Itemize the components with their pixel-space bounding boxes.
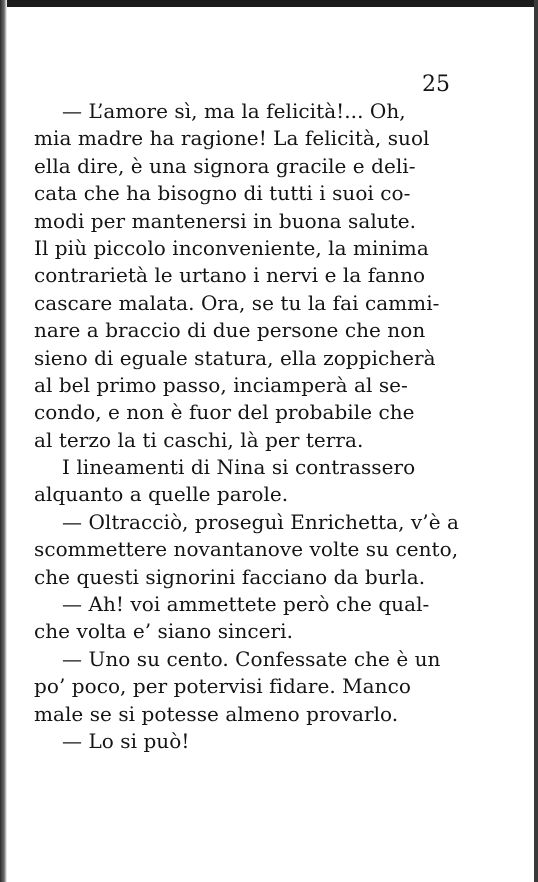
text-line: po’ poco, per potervisi fidare. Manco [34, 674, 411, 699]
text-line: modi per mantenersi in buona salute. [34, 208, 417, 233]
text-line: — Oltracciò, proseguì Enrichetta, v’è a [62, 509, 459, 534]
text-line: alquanto a quelle parole. [34, 482, 289, 507]
text-line: mia madre ha ragione! La felicità, suol [34, 126, 430, 151]
text-line: nare a braccio di due persone che non [34, 318, 426, 343]
text-line: che questi signorini facciano da burla. [34, 564, 426, 589]
text-line: ella dire, è una signora gracile e deli- [34, 153, 416, 178]
text-line: condo, e non è fuor del probabile che [34, 400, 415, 425]
text-line: male se si potesse almeno provarlo. [34, 701, 399, 726]
text-line: — L’amore sì, ma la felicità!... Oh, [62, 99, 406, 123]
page-number: 25 [422, 72, 450, 97]
text-line: che volta e’ siano sinceri. [34, 619, 293, 644]
page-left-edge [0, 0, 7, 882]
body-text [34, 98, 460, 755]
text-line: — Uno su cento. Confessate che è un [62, 646, 441, 671]
text-line: contrarietà le urtano i nervi e la fanno [34, 263, 426, 288]
page-right-edge [534, 0, 538, 882]
text-line: al terzo la ti caschi, là per terra. [34, 427, 364, 452]
text-line: al bel primo passo, inciamperà al se- [34, 372, 408, 397]
text-line: — Lo si può! [62, 728, 190, 753]
text-line: — Ah! voi ammettete però che qual- [62, 592, 430, 617]
text-line: Il più piccolo inconveniente, la minima [34, 235, 429, 260]
text-line: cata che ha bisogno di tutti i suoi co- [34, 181, 411, 206]
text-line: cascare malata. Ora, se tu la fai cammi- [34, 290, 440, 315]
text-line: scommettere novantanove volte su cento, [34, 537, 459, 562]
text-line: I lineamenti di Nina si contrassero [62, 455, 416, 480]
page-top-edge [0, 0, 538, 7]
text-line: sieno di eguale statura, ella zoppicherà [34, 345, 436, 370]
